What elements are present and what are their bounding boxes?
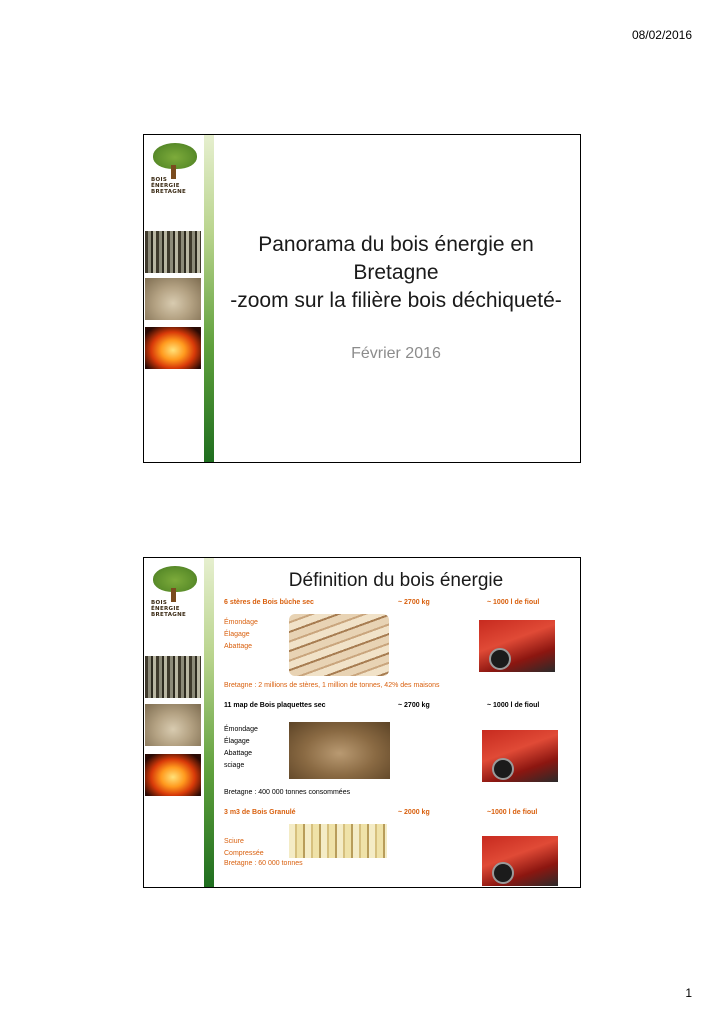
section-plaquettes-weight: ~ 2700 kg bbox=[398, 702, 430, 709]
green-gradient-bar bbox=[204, 558, 214, 887]
section-buche-weight: ~ 2700 kg bbox=[398, 599, 430, 606]
logo-line-2: ÉNERGIE bbox=[151, 606, 180, 612]
section-buche-item: Abattage bbox=[224, 643, 253, 650]
fuel-truck-image bbox=[482, 836, 558, 886]
logo-line-3: BRETAGNE bbox=[151, 612, 187, 618]
logo-line-1: BOIS bbox=[151, 600, 168, 606]
section-granule-item: Sciure bbox=[224, 838, 244, 845]
logo-line-2: ÉNERGIE bbox=[151, 183, 180, 189]
slide1-subtitle: Février 2016 bbox=[351, 345, 441, 362]
slide1-title-line-2: Bretagne bbox=[353, 261, 439, 284]
section-plaquettes-summary: Bretagne : 400 000 tonnes consommées bbox=[224, 789, 351, 796]
slide1-title bbox=[216, 231, 576, 315]
section-granule-name: 3 m3 de Bois Granulé bbox=[224, 809, 296, 816]
section-granule-weight: ~ 2000 kg bbox=[398, 809, 430, 816]
logo-text bbox=[151, 177, 203, 195]
wheel-icon bbox=[492, 862, 514, 884]
green-gradient-bar bbox=[204, 135, 214, 462]
section-granule-equivalent: ~1000 l de fioul bbox=[487, 809, 538, 816]
fire-photo bbox=[145, 327, 201, 369]
fire-photo bbox=[145, 754, 201, 796]
logo-line-1: BOIS bbox=[151, 177, 168, 183]
section-buche-item: Émondage bbox=[224, 619, 258, 626]
section-plaquettes-item: Élagage bbox=[224, 738, 250, 745]
slide1-title-line-3: -zoom sur la filière bois déchiqueté- bbox=[230, 289, 562, 312]
page-date: 08/02/2016 bbox=[631, 28, 692, 42]
section-plaquettes-item: Abattage bbox=[224, 750, 253, 757]
wood-chips-photo bbox=[145, 704, 201, 746]
fuel-truck-image bbox=[482, 730, 558, 782]
section-plaquettes-name: 11 map de Bois plaquettes sec bbox=[224, 702, 326, 709]
forest-photo bbox=[145, 231, 201, 273]
section-buche-summary: Bretagne : 2 millions de stères, 1 million de tonnes, 42% des maisons bbox=[224, 682, 440, 689]
forest-photo bbox=[145, 656, 201, 698]
wood-chips-photo bbox=[145, 278, 201, 320]
bois-energie-bretagne-logo bbox=[147, 564, 202, 624]
wood-chips-image bbox=[289, 722, 390, 779]
slide2-title: Définition du bois énergie bbox=[288, 570, 504, 591]
section-plaquettes-equivalent: ~ 1000 l de fioul bbox=[487, 702, 540, 709]
title-slide bbox=[143, 134, 581, 463]
logo-line-3: BRETAGNE bbox=[151, 189, 187, 195]
definition-slide bbox=[143, 557, 581, 888]
wood-pellets-image bbox=[289, 824, 387, 858]
slide1-title-line-1: Panorama du bois énergie en bbox=[258, 233, 534, 256]
bois-energie-bretagne-logo bbox=[147, 141, 202, 201]
section-buche-name: 6 stères de Bois bûche sec bbox=[224, 599, 314, 606]
section-buche-equivalent: ~ 1000 l de fioul bbox=[487, 599, 540, 606]
wheel-icon bbox=[489, 648, 511, 670]
logo-text bbox=[151, 600, 203, 618]
fuel-truck-image bbox=[479, 620, 555, 672]
firewood-logs-image bbox=[289, 614, 389, 676]
section-granule-item: Bretagne : 60 000 tonnes bbox=[224, 860, 303, 867]
section-buche-item: Élagage bbox=[224, 631, 250, 638]
section-plaquettes-item: Émondage bbox=[224, 726, 258, 733]
page-number: 1 bbox=[685, 986, 692, 1000]
wheel-icon bbox=[492, 758, 514, 780]
section-plaquettes-item: sciage bbox=[224, 762, 245, 769]
section-granule-item: Compressée bbox=[224, 850, 264, 857]
